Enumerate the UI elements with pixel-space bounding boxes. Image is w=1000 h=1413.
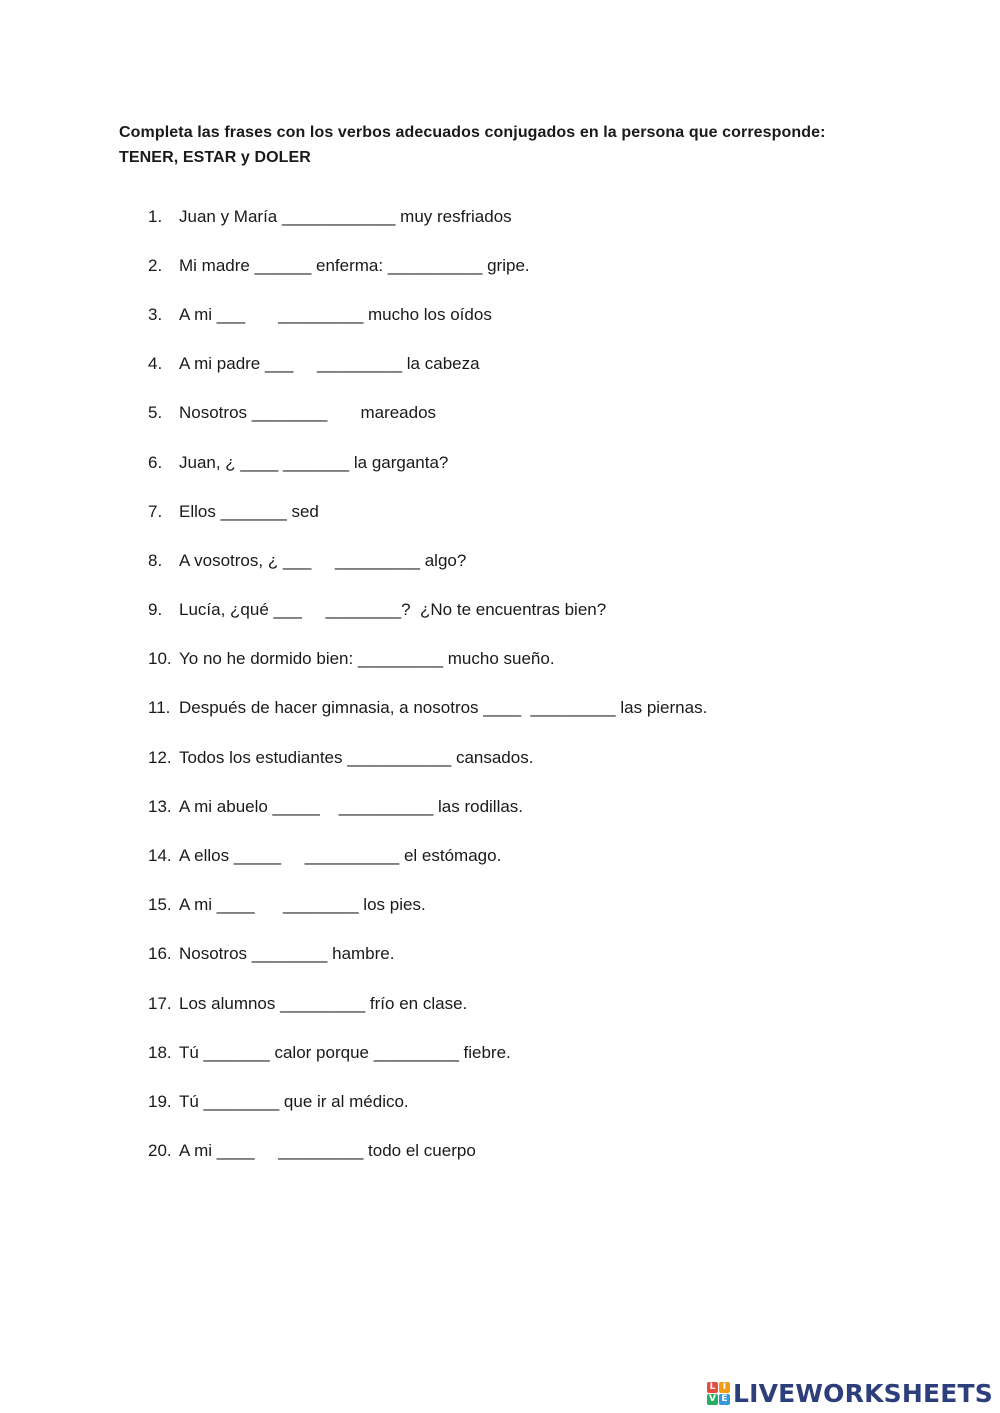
- logo-cell: V: [707, 1394, 718, 1405]
- exercise-number: 14.: [148, 846, 172, 866]
- logo-cell: E: [719, 1394, 730, 1405]
- exercise-text: Mi madre ______ enferma: __________ gripe.: [179, 255, 530, 275]
- exercise-item: [148, 487, 707, 536]
- exercise-text: A ellos _____ __________ el estómago.: [179, 846, 502, 866]
- exercise-number: 13.: [148, 796, 172, 816]
- exercise-text: Lucía, ¿qué ___ ________? ¿No te encuentras bien?: [179, 600, 607, 620]
- exercise-number: 4.: [148, 354, 163, 374]
- exercise-text: A vosotros, ¿ ___ _________ algo?: [179, 550, 467, 570]
- liveworksheets-logo: [707, 1377, 993, 1409]
- exercise-text: A mi padre ___ _________ la cabeza: [179, 354, 480, 374]
- exercise-number: 1.: [148, 206, 163, 226]
- exercise-item: [148, 290, 707, 339]
- exercise-text: Yo no he dormido bien: _________ mucho sueño.: [179, 649, 555, 669]
- exercise-text: Todos los estudiantes ___________ cansados.: [179, 747, 534, 767]
- exercise-item: [148, 586, 707, 635]
- logo-cell: L: [707, 1382, 718, 1393]
- exercise-number: 2.: [148, 255, 163, 275]
- exercise-text: Nosotros ________ hambre.: [179, 944, 395, 964]
- exercise-item: [148, 241, 707, 290]
- exercise-number: 11.: [148, 698, 171, 718]
- exercise-number: 3.: [148, 304, 163, 324]
- exercise-item: [148, 389, 707, 438]
- exercise-number: 15.: [148, 895, 172, 915]
- exercise-number: 6.: [148, 452, 163, 472]
- instructions-line-1: Completa las frases con los verbos adecuados conjugados en la persona que corresponde:: [119, 124, 826, 141]
- exercise-number: 9.: [148, 600, 163, 620]
- exercise-text: Después de hacer gimnasia, a nosotros ____ _________ las piernas.: [179, 698, 708, 718]
- exercise-text: Juan, ¿ ____ _______ la garganta?: [179, 452, 449, 472]
- exercise-item: [148, 979, 707, 1028]
- exercise-text: A mi abuelo _____ __________ las rodillas.: [179, 796, 524, 816]
- logo-cell: I: [719, 1382, 730, 1393]
- logo-mark-icon: [707, 1382, 730, 1405]
- instructions: [119, 120, 919, 170]
- exercise-item: [148, 684, 707, 733]
- exercise-text: Ellos _______ sed: [179, 501, 319, 521]
- exercise-item: [148, 733, 707, 782]
- exercise-text: Tú ________ que ir al médico.: [179, 1091, 409, 1111]
- exercise-number: 19.: [148, 1091, 172, 1111]
- exercise-text: Nosotros ________ mareados: [179, 403, 437, 423]
- exercise-item: [148, 1127, 707, 1176]
- exercise-text: A mi ____ ________ los pies.: [179, 895, 426, 915]
- exercise-item: [148, 1028, 707, 1077]
- exercise-text: Juan y María ____________ muy resfriados: [179, 206, 512, 226]
- exercise-number: 16.: [148, 944, 172, 964]
- exercise-item: [148, 782, 707, 831]
- exercise-list: [148, 192, 707, 1176]
- exercise-text: Los alumnos _________ frío en clase.: [179, 993, 468, 1013]
- exercise-number: 18.: [148, 1042, 172, 1062]
- exercise-number: 5.: [148, 403, 163, 423]
- exercise-item: [148, 438, 707, 487]
- exercise-text: A mi ___ _________ mucho los oídos: [179, 304, 492, 324]
- exercise-text: Tú _______ calor porque _________ fiebre.: [179, 1042, 511, 1062]
- exercise-item: [148, 536, 707, 585]
- exercise-item: [148, 881, 707, 930]
- exercise-text: A mi ____ _________ todo el cuerpo: [179, 1141, 476, 1161]
- exercise-item: [148, 635, 707, 684]
- exercise-item: [148, 930, 707, 979]
- exercise-number: 20.: [148, 1141, 172, 1161]
- exercise-number: 17.: [148, 993, 172, 1013]
- exercise-item: [148, 1077, 707, 1126]
- exercise-item: [148, 192, 707, 241]
- instructions-line-2: TENER, ESTAR y DOLER: [119, 149, 311, 166]
- logo-text: LIVEWORKSHEETS: [732, 1378, 993, 1408]
- exercise-number: 12.: [148, 747, 172, 767]
- exercise-number: 10.: [148, 649, 172, 669]
- exercise-number: 7.: [148, 501, 163, 521]
- exercise-item: [148, 340, 707, 389]
- exercise-number: 8.: [148, 550, 163, 570]
- exercise-item: [148, 831, 707, 880]
